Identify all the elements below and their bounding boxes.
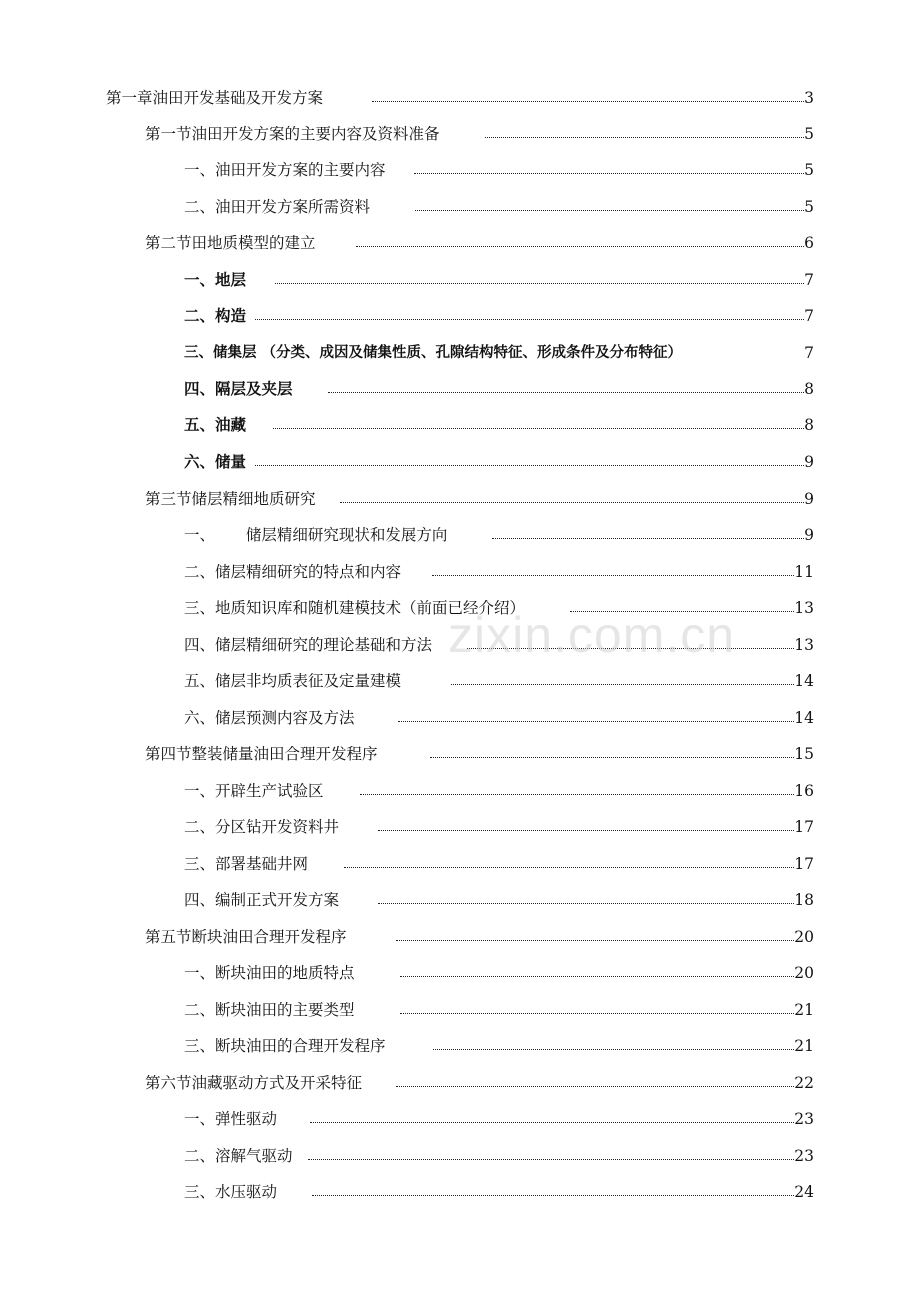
toc-entry-page: 13 [794, 594, 814, 622]
toc-entry[interactable] [0, 996, 920, 1024]
leader-dots [340, 502, 808, 503]
toc-entry[interactable] [0, 521, 920, 549]
toc-entry[interactable] [0, 1032, 920, 1060]
toc-entry-page: 8 [804, 375, 814, 403]
toc-entry-title: 第一节油田开发方案的主要内容及资料准备 [145, 120, 440, 148]
leader-dots [310, 1122, 796, 1123]
toc-entry-page: 6 [804, 229, 814, 257]
toc-entry[interactable] [0, 558, 920, 586]
toc-entry-title: 二、储层精细研究的特点和内容 [184, 558, 401, 586]
toc-entry-page: 7 [804, 339, 814, 367]
toc-entry[interactable] [0, 302, 920, 330]
toc-entry-page: 5 [804, 193, 814, 221]
toc-entry-page: 3 [804, 84, 814, 112]
leader-dots [451, 684, 800, 685]
toc-entry-page: 9 [804, 448, 814, 476]
leader-dots [255, 465, 808, 466]
toc-entry-page: 11 [794, 558, 814, 586]
toc-entry[interactable] [0, 448, 920, 476]
toc-entry[interactable] [0, 923, 920, 951]
toc-entry[interactable] [0, 339, 920, 367]
toc-entry[interactable] [0, 1142, 920, 1170]
leader-dots [400, 1013, 796, 1014]
toc-entry[interactable] [0, 813, 920, 841]
toc-entry[interactable] [0, 266, 920, 294]
toc-entry[interactable] [0, 120, 920, 148]
leader-dots [312, 1195, 796, 1196]
toc-entry-page: 20 [794, 959, 814, 987]
toc-entry[interactable] [0, 959, 920, 987]
toc-entry-page: 18 [794, 886, 814, 914]
toc-entry[interactable] [0, 1178, 920, 1206]
toc-entry-page: 21 [794, 996, 814, 1024]
toc-entry-title: 六、储层预测内容及方法 [184, 704, 355, 732]
toc-entry-title: 二、断块油田的主要类型 [184, 996, 355, 1024]
toc-entry-title: 第二节田地质模型的建立 [145, 229, 316, 257]
toc-entry[interactable] [0, 704, 920, 732]
toc-entry[interactable] [0, 777, 920, 805]
toc-entry-page: 7 [804, 302, 814, 330]
toc-entry[interactable] [0, 1069, 920, 1097]
leader-dots [360, 794, 800, 795]
leader-dots [378, 903, 800, 904]
leader-dots [492, 538, 808, 539]
toc-entry[interactable] [0, 886, 920, 914]
toc-entry-page: 20 [794, 923, 814, 951]
leader-dots [378, 830, 800, 831]
toc-entry-title: 四、隔层及夹层 [184, 375, 293, 403]
toc-entry-page: 13 [794, 631, 814, 659]
toc-entry-title: 一、弹性驱动 [184, 1105, 277, 1133]
toc-entry-title: 二、分区钻开发资料井 [184, 813, 339, 841]
toc-entry-title: 五、油藏 [184, 411, 246, 439]
toc-entry[interactable] [0, 411, 920, 439]
toc-entry-page: 9 [804, 521, 814, 549]
leader-dots [430, 757, 800, 758]
toc-entry-title: 四、储层精细研究的理论基础和方法 [184, 631, 432, 659]
leader-dots [432, 575, 800, 576]
leader-dots [415, 210, 808, 211]
toc-entry-title: 第五节断块油田合理开发程序 [145, 923, 347, 951]
toc-entry[interactable] [0, 193, 920, 221]
leader-dots [356, 246, 808, 247]
leader-dots [273, 428, 808, 429]
toc-entry[interactable] [0, 229, 920, 257]
toc-entry-page: 15 [794, 740, 814, 768]
toc-entry-page: 23 [794, 1105, 814, 1133]
toc-entry-title: 一、油田开发方案的主要内容 [184, 156, 386, 184]
watermark-text: zixin.com.cn [448, 607, 736, 663]
toc-entry-title: 四、编制正式开发方案 [184, 886, 339, 914]
toc-entry-title: 一、开辟生产试验区 [184, 777, 324, 805]
toc-entry-title: 五、储层非均质表征及定量建模 [184, 667, 401, 695]
toc-entry-title: 六、储量 [184, 448, 246, 476]
toc-entry-title: 三、地质知识库和随机建模技术（前面已经介绍） [184, 594, 525, 622]
toc-entry[interactable] [0, 485, 920, 513]
leader-dots [328, 392, 808, 393]
toc-entry[interactable] [0, 850, 920, 878]
toc-entry-page: 5 [804, 156, 814, 184]
toc-entry-page: 22 [794, 1069, 814, 1097]
leader-dots [414, 173, 808, 174]
toc-entry-page: 14 [794, 667, 814, 695]
toc-entry-title: 一、地层 [184, 266, 246, 294]
toc-entry[interactable] [0, 375, 920, 403]
toc-entry-page: 21 [794, 1032, 814, 1060]
toc-entry[interactable] [0, 156, 920, 184]
toc-entry-page: 23 [794, 1142, 814, 1170]
toc-entry[interactable] [0, 740, 920, 768]
toc-entry-title: 三、储集层 （分类、成因及储集性质、孔隙结构特征、形成条件及分布特征） [184, 339, 682, 367]
toc-entry-page: 24 [794, 1178, 814, 1206]
toc-entry-title: 二、溶解气驱动 [184, 1142, 293, 1170]
leader-dots [433, 1049, 796, 1050]
leader-dots [400, 976, 796, 977]
toc-entry-page: 5 [804, 120, 814, 148]
toc-entry[interactable] [0, 84, 920, 112]
leader-dots [372, 101, 808, 102]
toc-entry-title: 第四节整装储量油田合理开发程序 [145, 740, 378, 768]
toc-entry-title: 二、构造 [184, 302, 246, 330]
toc-entry-title: 第一章油田开发基础及开发方案 [106, 84, 323, 112]
toc-entry-page: 17 [794, 813, 814, 841]
leader-dots [396, 940, 796, 941]
leader-dots [275, 283, 808, 284]
toc-entry-title: 二、油田开发方案所需资料 [184, 193, 370, 221]
toc-entry-title: 三、部署基础井网 [184, 850, 308, 878]
toc-entry-title: 一、断块油田的地质特点 [184, 959, 355, 987]
leader-dots [398, 721, 800, 722]
toc-entry-title: 第三节储层精细地质研究 [145, 485, 316, 513]
toc-entry[interactable] [0, 667, 920, 695]
toc-entry-page: 17 [794, 850, 814, 878]
leader-dots [308, 1159, 796, 1160]
leader-dots [396, 1086, 796, 1087]
leader-dots [255, 319, 808, 320]
toc-entry-page: 16 [794, 777, 814, 805]
toc-entry-page: 14 [794, 704, 814, 732]
toc-entry-page: 9 [804, 485, 814, 513]
leader-dots [485, 137, 808, 138]
toc-entry-title: 第六节油藏驱动方式及开采特征 [145, 1069, 362, 1097]
toc-entry[interactable] [0, 1105, 920, 1133]
leader-dots [344, 867, 800, 868]
toc-entry-page: 8 [804, 411, 814, 439]
toc-entry-page: 7 [804, 266, 814, 294]
toc-entry-title: 三、断块油田的合理开发程序 [184, 1032, 386, 1060]
toc-entry-title: 三、水压驱动 [184, 1178, 277, 1206]
toc-entry-title: 一、 储层精细研究现状和发展方向 [184, 521, 447, 549]
